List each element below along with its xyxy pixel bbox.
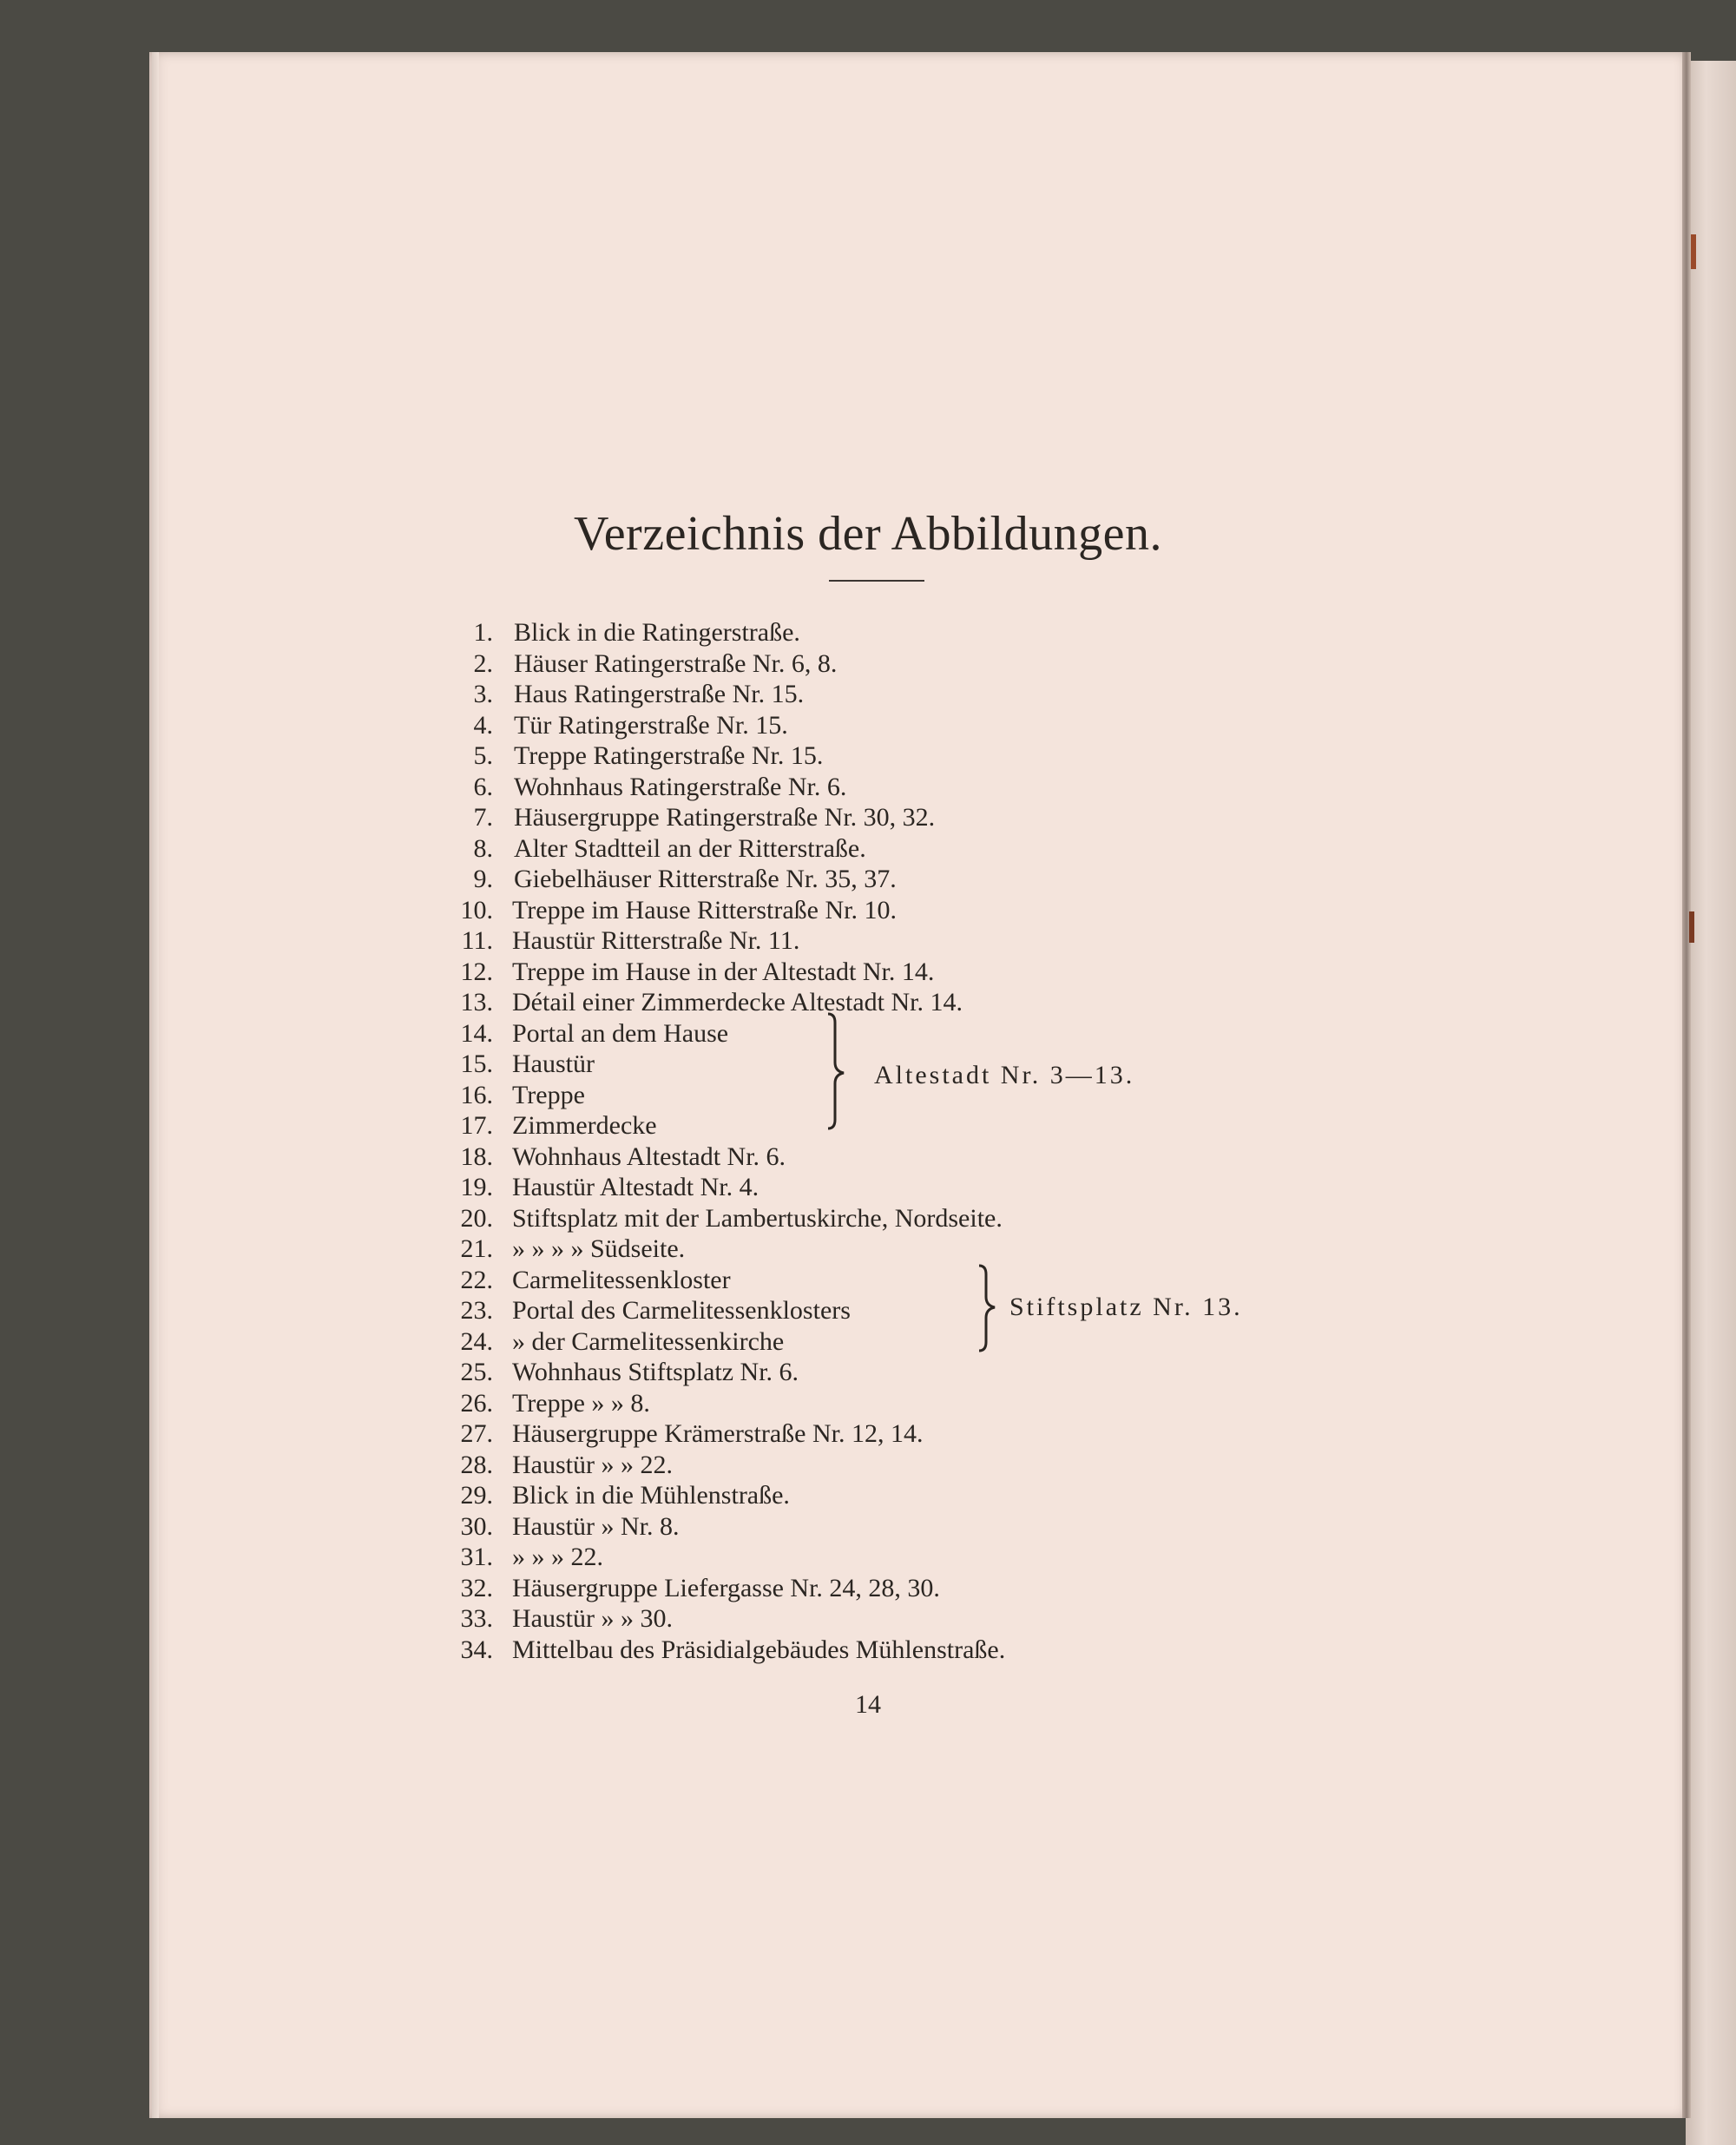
list-item-number: 3.: [473, 680, 493, 708]
list-item: [0, 1204, 1736, 1234]
list-item-title: Häusergruppe Ratingerstraße Nr. 30, 32.: [514, 803, 936, 832]
list-item-number: 7.: [473, 803, 493, 832]
list-item-title: Häuser Ratingerstraße Nr. 6, 8.: [514, 648, 838, 678]
list-item-number: 6.: [473, 772, 493, 801]
list-item-title: Blick in die Ratingerstraße.: [514, 618, 800, 647]
list-item-number: 24.: [460, 1326, 493, 1356]
list-item: [0, 1327, 1736, 1357]
list-item-title: Haustür: [512, 1049, 595, 1078]
list-item-number: 23.: [460, 1296, 493, 1325]
list-item-title: » » » » Südseite.: [512, 1234, 686, 1263]
list-item: [0, 957, 1736, 987]
group-label-altestadt: Altestadt Nr. 3—13.: [874, 1061, 1135, 1089]
list-item: [0, 834, 1736, 864]
list-item-title: Haustür Ritterstraße Nr. 11.: [512, 926, 800, 955]
list-item: [0, 1173, 1736, 1202]
list-item-number: 27.: [460, 1419, 493, 1448]
list-item-title: Zimmerdecke: [512, 1111, 657, 1140]
list-item: [0, 1574, 1736, 1603]
list-item-number: 18.: [460, 1142, 493, 1171]
list-item-title: Giebelhäuser Ritterstraße Nr. 35, 37.: [514, 865, 897, 893]
list-item: [0, 1081, 1736, 1110]
list-item-number: 10.: [460, 895, 493, 924]
list-item-number: 8.: [473, 833, 493, 863]
list-item: [0, 618, 1736, 648]
list-item-title: Haustür » Nr. 8.: [512, 1511, 680, 1541]
list-item-title: Détail einer Zimmerdecke Altestadt Nr. 14.: [512, 988, 963, 1017]
list-item: [0, 1111, 1736, 1141]
list-item-title: Portal an dem Hause: [512, 1018, 729, 1048]
list-item-number: 11.: [461, 926, 493, 955]
list-item-title: Wohnhaus Stiftsplatz Nr. 6.: [512, 1358, 799, 1386]
list-item: [0, 1358, 1736, 1387]
list-item-title: Blick in die Mühlenstraße.: [512, 1481, 790, 1510]
list-item-title: Tür Ratingerstraße Nr. 15.: [514, 710, 788, 740]
page-title: Verzeichnis der Abbildungen.: [573, 507, 1163, 561]
list-item-number: 2.: [473, 648, 493, 678]
list-item-title: Treppe im Hause Ritterstraße Nr. 10.: [512, 895, 897, 924]
list-item-title: Portal des Carmelitessenklosters: [512, 1296, 851, 1325]
list-item: [0, 1604, 1736, 1634]
list-item-number: 15.: [460, 1049, 493, 1078]
list-item: [0, 1019, 1736, 1049]
group-label-stiftsplatz: Stiftsplatz Nr. 13.: [1009, 1293, 1243, 1321]
list-item: [0, 1389, 1736, 1418]
list-item: [0, 1543, 1736, 1572]
list-item: [0, 1266, 1736, 1295]
list-item-number: 34.: [460, 1635, 493, 1664]
list-item-number: 9.: [473, 865, 493, 893]
list-item-number: 32.: [460, 1573, 493, 1602]
list-item-title: Haus Ratingerstraße Nr. 15.: [514, 680, 805, 708]
list-item: [0, 926, 1736, 956]
list-item-number: 25.: [460, 1358, 493, 1386]
list-item-number: 21.: [460, 1234, 493, 1263]
list-item-number: 12.: [460, 957, 493, 986]
list-item-number: 30.: [460, 1511, 493, 1541]
list-item-number: 16.: [460, 1080, 493, 1109]
list-item: [0, 741, 1736, 771]
list-item-number: 4.: [473, 710, 493, 740]
list-item-title: Haustür » » 22.: [512, 1450, 673, 1479]
list-item-title: » der Carmelitessenkirche: [512, 1326, 785, 1356]
list-item: [0, 1635, 1736, 1665]
list-item-title: Häusergruppe Krämerstraße Nr. 12, 14.: [512, 1419, 924, 1448]
list-item: [0, 896, 1736, 925]
list-item-title: Treppe: [512, 1080, 585, 1109]
list-item: [0, 1234, 1736, 1264]
list-item-title: Treppe im Hause in der Altestadt Nr. 14.: [512, 957, 935, 986]
list-item-title: Treppe » » 8.: [512, 1388, 650, 1418]
list-item-title: Treppe Ratingerstraße Nr. 15.: [514, 741, 824, 770]
list-item-title: Alter Stadtteil an der Ritterstraße.: [514, 833, 866, 863]
list-item-title: Carmelitessenkloster: [512, 1265, 731, 1294]
list-item-number: 13.: [460, 988, 493, 1017]
list-item-number: 29.: [460, 1481, 493, 1510]
list-item: [0, 865, 1736, 894]
list-item-title: Wohnhaus Ratingerstraße Nr. 6.: [514, 772, 847, 801]
list-item-title: Wohnhaus Altestadt Nr. 6.: [512, 1142, 786, 1171]
list-item-number: 28.: [460, 1450, 493, 1479]
list-item: [0, 1049, 1736, 1079]
list-item: [0, 1481, 1736, 1510]
list-item-number: 22.: [460, 1265, 493, 1294]
list-item: [0, 988, 1736, 1017]
list-item-title: Häusergruppe Liefergasse Nr. 24, 28, 30.: [512, 1573, 940, 1602]
list-item: [0, 1512, 1736, 1542]
list-item-number: 1.: [473, 618, 493, 647]
list-item-title: Haustür » » 30.: [512, 1604, 673, 1633]
list-item: [0, 1142, 1736, 1172]
list-item-number: 33.: [460, 1604, 493, 1633]
list-item: [0, 1419, 1736, 1449]
list-item-number: 5.: [473, 741, 493, 770]
list-item: [0, 711, 1736, 740]
list-item-title: Mittelbau des Präsidialgebäudes Mühlenstraße.: [512, 1635, 1006, 1664]
list-item: [0, 1451, 1736, 1480]
list-item-number: 20.: [460, 1203, 493, 1233]
list-item: [0, 680, 1736, 709]
list-item: [0, 773, 1736, 802]
list-item: [0, 1296, 1736, 1326]
list-item-number: 17.: [460, 1111, 493, 1140]
list-item-number: 26.: [460, 1388, 493, 1418]
list-item-number: 19.: [460, 1173, 493, 1201]
list-item: [0, 649, 1736, 679]
page-number: 14: [855, 1690, 881, 1719]
list-item-title: Stiftsplatz mit der Lambertuskirche, Nordseite.: [512, 1203, 1003, 1233]
list-item: [0, 803, 1736, 832]
list-item-title: Haustür Altestadt Nr. 4.: [512, 1173, 760, 1201]
list-item-number: 31.: [460, 1543, 493, 1571]
list-item-title: » » » 22.: [512, 1543, 603, 1571]
list-item-number: 14.: [460, 1018, 493, 1048]
